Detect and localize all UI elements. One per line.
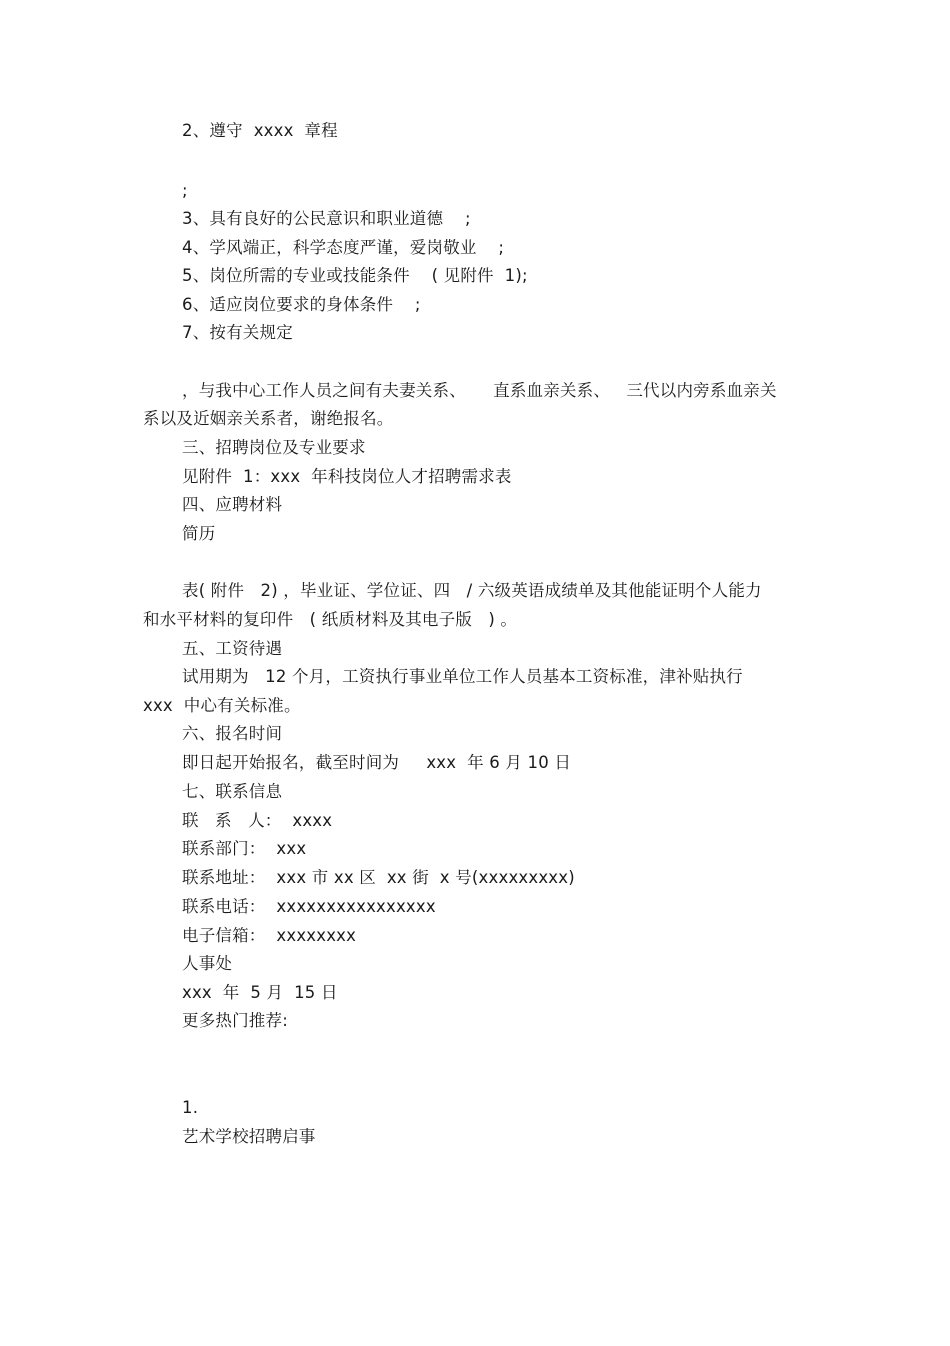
requirement-2: 2、遵守 xxxx 章程 bbox=[182, 121, 338, 140]
recommendation-link-art-school[interactable]: 艺术学校招聘启事 bbox=[182, 1127, 316, 1146]
contact-person: 联 系 人： xxxx bbox=[182, 811, 333, 830]
section-heading-positions: 三、招聘岗位及专业要求 bbox=[182, 438, 366, 457]
section-heading-salary: 五、工资待遇 bbox=[182, 639, 283, 658]
resume-label: 简历 bbox=[182, 524, 216, 543]
issuer-department: 人事处 bbox=[182, 954, 233, 973]
registration-deadline: 即日起开始报名，截至时间为 xxx 年 6 月 10 日 bbox=[182, 753, 572, 772]
relationship-clause-line-1: ，与我中心工作人员之间有夫妻关系、 直系血亲关系、 三代以内旁系血亲关 bbox=[182, 381, 777, 400]
relationship-clause-line-2: 系以及近姻亲关系者，谢绝报名。 bbox=[143, 409, 394, 428]
recommendation-number: 1. bbox=[182, 1098, 199, 1117]
section-heading-registration: 六、报名时间 bbox=[182, 724, 283, 743]
materials-line-2: 和水平材料的复印件 ( 纸质材料及其电子版 ) 。 bbox=[143, 610, 518, 629]
requirement-5: 5、岗位所需的专业或技能条件 ( 见附件 1); bbox=[182, 266, 528, 285]
salary-line-1: 试用期为 12 个月，工资执行事业单位工作人员基本工资标准，津补贴执行 bbox=[182, 667, 743, 686]
contact-department: 联系部门： xxx bbox=[182, 839, 307, 858]
semicolon-line: ; bbox=[182, 181, 188, 200]
more-recommendations-label: 更多热门推荐: bbox=[182, 1011, 288, 1030]
salary-line-2: xxx 中心有关标准。 bbox=[143, 696, 301, 715]
contact-phone: 联系电话： xxxxxxxxxxxxxxxx bbox=[182, 897, 436, 916]
materials-line-1: 表( 附件 2) ，毕业证、学位证、四 / 六级英语成绩单及其他能证明个人能力 bbox=[182, 581, 762, 600]
contact-address: 联系地址： xxx 市 xx 区 xx 街 x 号(xxxxxxxxx) bbox=[182, 868, 575, 887]
requirement-4: 4、学风端正，科学态度严谨，爱岗敬业 ; bbox=[182, 238, 505, 257]
section-heading-materials: 四、应聘材料 bbox=[182, 495, 283, 514]
attachment-1-reference: 见附件 1：xxx 年科技岗位人才招聘需求表 bbox=[182, 467, 512, 486]
issue-date: xxx 年 5 月 15 日 bbox=[182, 983, 338, 1002]
section-heading-contact: 七、联系信息 bbox=[182, 782, 283, 801]
requirement-6: 6、适应岗位要求的身体条件 ; bbox=[182, 295, 421, 314]
requirement-3: 3、具有良好的公民意识和职业道德 ; bbox=[182, 209, 471, 228]
contact-email: 电子信箱： xxxxxxxx bbox=[182, 926, 357, 945]
requirement-7: 7、按有关规定 bbox=[182, 323, 293, 342]
